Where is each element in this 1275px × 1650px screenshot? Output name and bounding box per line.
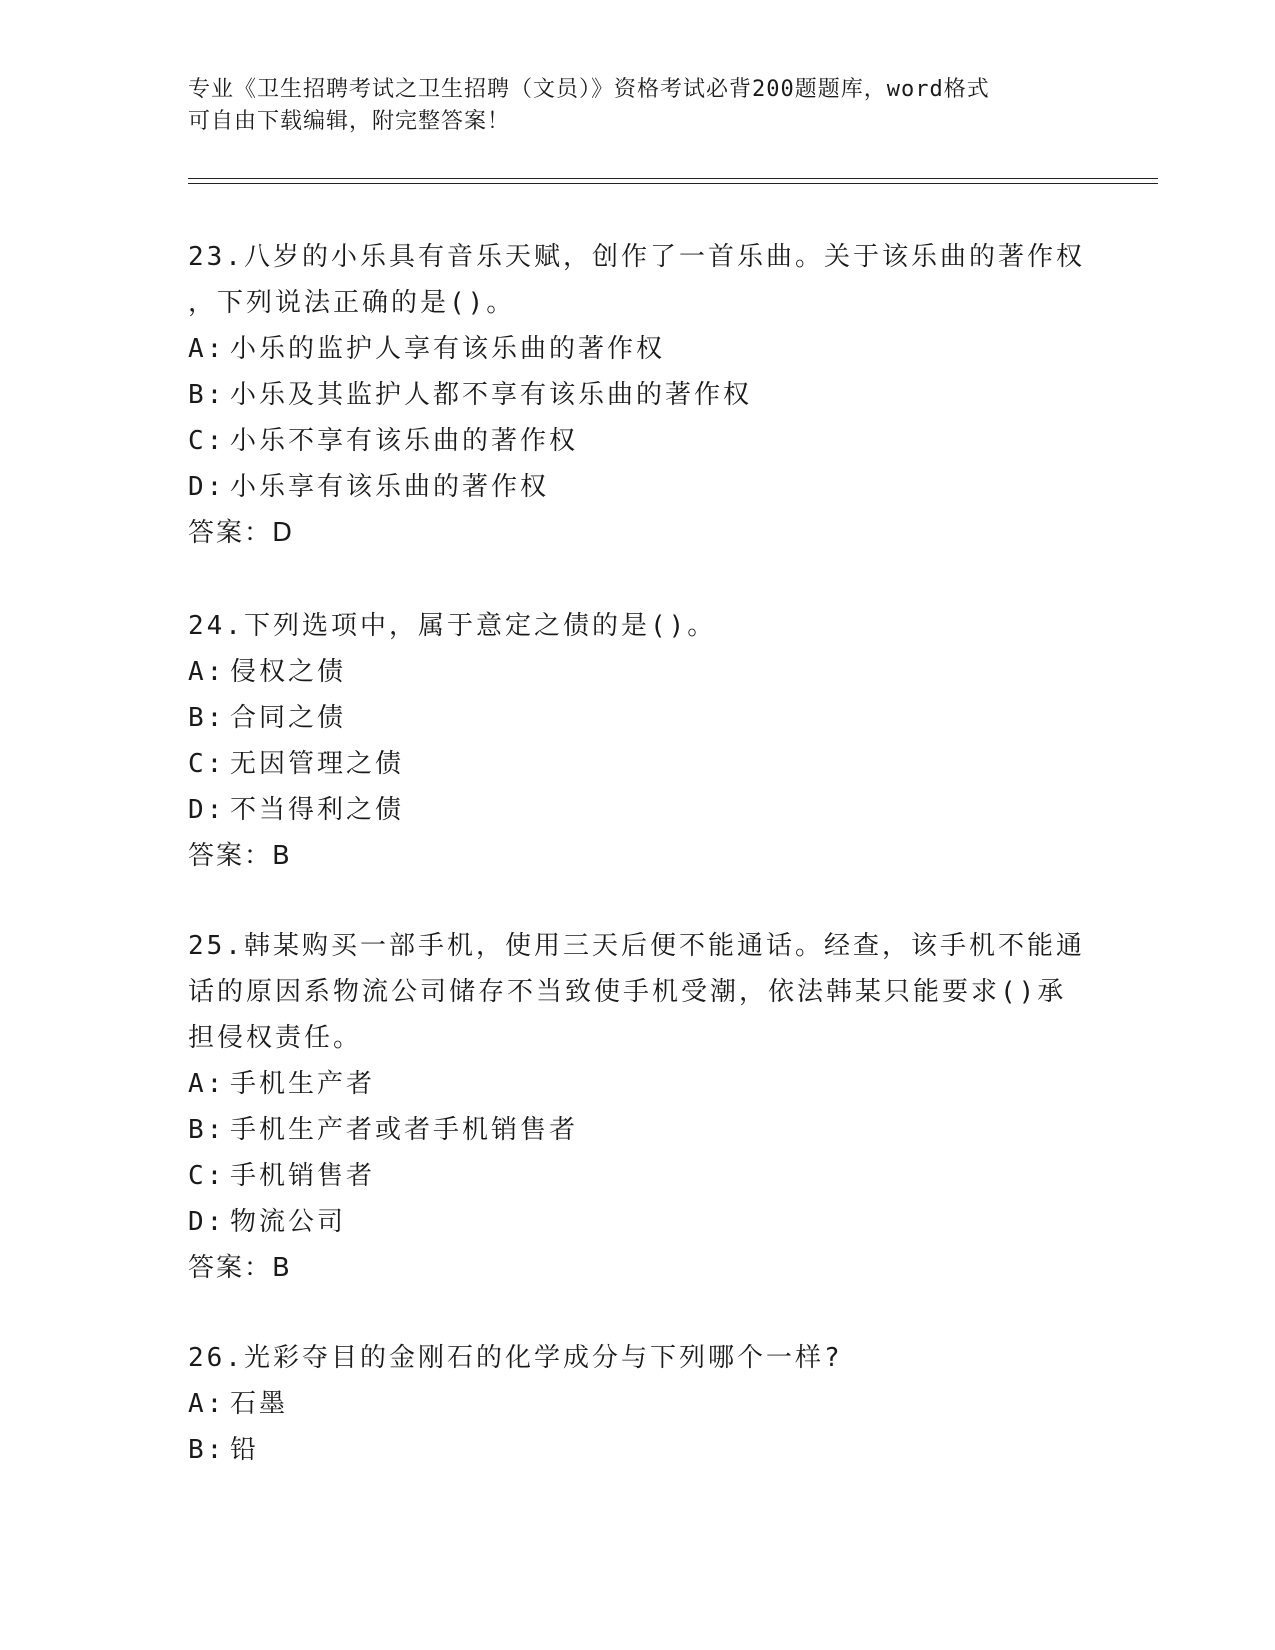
option-b — [188, 695, 1088, 741]
option-key: A: — [188, 1069, 226, 1099]
option-key: B: — [188, 1435, 226, 1465]
option-d — [188, 1199, 1088, 1245]
option-b — [188, 1107, 1088, 1153]
option-text: 小乐的监护人享有该乐曲的著作权 — [230, 334, 666, 364]
option-text: 石墨 — [230, 1389, 289, 1419]
option-key: D: — [188, 472, 226, 502]
option-key: C: — [188, 1161, 226, 1191]
option-key: C: — [188, 749, 226, 779]
option-text: 小乐及其监护人都不享有该乐曲的著作权 — [230, 380, 753, 410]
header-line-2: 可自由下载编辑，附完整答案！ — [188, 109, 511, 134]
option-key: A: — [188, 334, 226, 364]
question-stem-line: ，下列说法正确的是()。 — [188, 288, 516, 318]
answer-line: 答案：B — [188, 841, 292, 871]
option-a — [188, 326, 1088, 372]
option-text: 手机生产者或者手机销售者 — [230, 1115, 579, 1145]
option-text: 手机生产者 — [230, 1069, 376, 1099]
question-stem-line: 23.八岁的小乐具有音乐天赋，创作了一首乐曲。关于该乐曲的著作权 — [188, 242, 1085, 272]
header-line-1: 专业《卫生招聘考试之卫生招聘（文员）》资格考试必背200题题库，word格式 — [188, 77, 990, 102]
document-header — [188, 74, 1068, 138]
option-text: 物流公司 — [230, 1207, 347, 1237]
option-text: 小乐不享有该乐曲的著作权 — [230, 426, 579, 456]
option-c — [188, 418, 1088, 464]
option-key: B: — [188, 380, 226, 410]
option-key: A: — [188, 657, 226, 687]
header-divider-top — [188, 178, 1158, 179]
option-key: D: — [188, 795, 226, 825]
option-key: D: — [188, 1207, 226, 1237]
option-text: 合同之债 — [230, 703, 347, 733]
question-24 — [188, 603, 1088, 879]
option-text: 无因管理之债 — [230, 749, 405, 779]
option-a — [188, 1381, 1088, 1427]
header-divider-bottom — [188, 183, 1158, 184]
option-text: 不当得利之债 — [230, 795, 405, 825]
answer-line: 答案：B — [188, 1253, 292, 1283]
option-key: A: — [188, 1389, 226, 1419]
option-b — [188, 372, 1088, 418]
question-stem-line: 26.光彩夺目的金刚石的化学成分与下列哪个一样? — [188, 1343, 843, 1373]
option-text: 手机销售者 — [230, 1161, 376, 1191]
option-text: 铅 — [230, 1435, 260, 1465]
option-key: B: — [188, 1115, 226, 1145]
option-a — [188, 649, 1088, 695]
question-stem-line: 25.韩某购买一部手机，使用三天后便不能通话。经查，该手机不能通 — [188, 931, 1085, 961]
option-b — [188, 1427, 1088, 1473]
question-25 — [188, 923, 1088, 1291]
option-d — [188, 464, 1088, 510]
question-stem-line: 话的原因系物流公司储存不当致使手机受潮，依法韩某只能要求()承 — [188, 977, 1067, 1007]
option-c — [188, 1153, 1088, 1199]
option-key: C: — [188, 426, 226, 456]
option-key: B: — [188, 703, 226, 733]
option-c — [188, 741, 1088, 787]
question-26 — [188, 1335, 1088, 1473]
option-a — [188, 1061, 1088, 1107]
option-text: 侵权之债 — [230, 657, 347, 687]
answer-line: 答案：D — [188, 518, 295, 548]
question-23 — [188, 234, 1088, 556]
question-stem-line: 24.下列选项中，属于意定之债的是()。 — [188, 611, 717, 641]
question-stem-line: 担侵权责任。 — [188, 1023, 363, 1053]
option-text: 小乐享有该乐曲的著作权 — [230, 472, 550, 502]
option-d — [188, 787, 1088, 833]
